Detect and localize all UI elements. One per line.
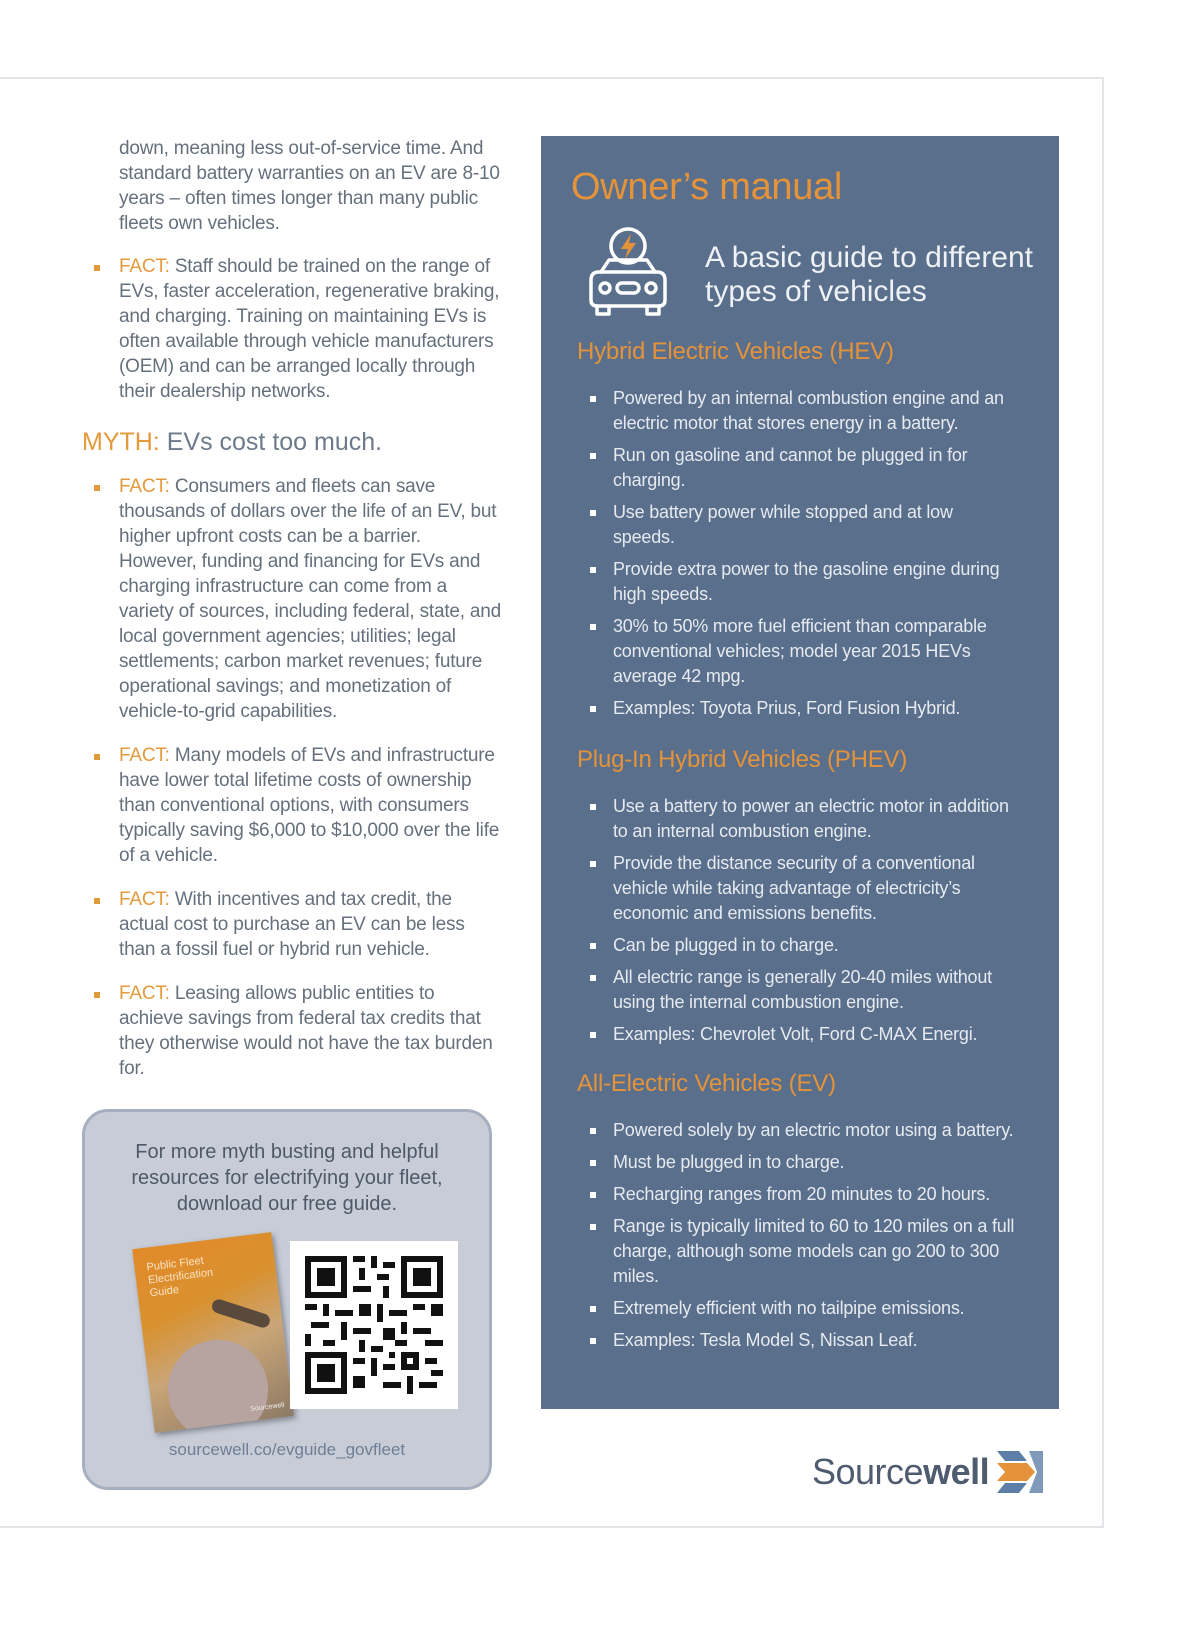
section-heading-phev: Plug-In Hybrid Vehicles (PHEV) [577,746,908,773]
list-item [577,794,1017,844]
bullet-icon [94,485,100,491]
list-item-text: Must be plugged in to charge. [613,1152,845,1172]
list-item [577,614,1017,689]
list-item-text: Use a battery to power an electric motor in addition to an internal combustion engine. [613,796,1009,841]
qr-code-icon [305,1256,443,1394]
list-item [577,1150,1017,1175]
list-item-text: 30% to 50% more fuel efficient than comparable conventional vehicles; model year 2015 HEVs average 42 mpg. [613,616,987,686]
list-item [577,1328,1017,1353]
list-item [577,1296,1017,1321]
sourcewell-logo [812,1450,1043,1494]
list-item [577,1022,1017,1047]
bullet-icon [590,1192,596,1198]
bullet-icon [590,804,596,810]
hev-list [577,386,1017,728]
fact-label: FACT: [119,256,170,277]
owners-manual-panel [541,136,1059,1409]
list-item [577,386,1017,436]
fact-item [82,887,502,962]
bullet-icon [590,861,596,867]
fact-list-top [82,254,502,404]
list-item-text: All electric range is generally 20-40 miles without using the internal combustion engine. [613,967,992,1012]
list-item-text: Examples: Chevrolet Volt, Ford C-MAX Energi. [613,1024,978,1044]
fact-text: Staff should be trained on the range of EVs, faster acceleration, regenerative braking, and charging. Training on maintaining EVs is often available through vehicle manufacturers (OEM) and can be arranged locally through their dealership networks. [119,256,500,402]
list-item [577,1214,1017,1289]
guide-link[interactable]: sourcewell.co/evguide_govfleet [168,1440,406,1459]
fact-item [82,254,502,404]
electric-car-icon [583,224,673,324]
section-heading-ev: All-Electric Vehicles (EV) [577,1070,836,1097]
ev-list [577,1118,1017,1360]
fact-item [82,474,502,724]
bullet-icon [590,1338,596,1344]
bullet-icon [590,1032,596,1038]
myth-label: MYTH: [82,428,160,456]
fact-text: Leasing allows public entities to achieve savings from federal tax credits that they otherwise would not have the tax burden for. [119,983,493,1079]
cover-graphic [162,1334,273,1433]
fact-text: Many models of EVs and infrastructure have lower total lifetime costs of ownership than conventional options, with consumers typically saving $6,000 to $10,000 over the life of a vehicle. [119,745,500,866]
bullet-icon [590,396,596,402]
list-item [577,500,1017,550]
list-item-text: Examples: Tesla Model S, Nissan Leaf. [613,1330,918,1350]
bullet-icon [590,567,596,573]
bullet-icon [590,1306,596,1312]
bullet-icon [590,510,596,516]
panel-title: Owner’s manual [571,166,843,208]
list-item [577,851,1017,926]
fact-label: FACT: [119,745,170,766]
myth-text: EVs cost too much. [166,428,383,456]
logo-wordmark [812,1451,989,1493]
bullet-icon [94,265,100,271]
list-item-text: Recharging ranges from 20 minutes to 20 hours. [613,1184,991,1204]
list-item [577,696,1017,721]
bullet-icon [590,1160,596,1166]
list-item [577,557,1017,607]
bullet-icon [590,624,596,630]
callout-text: For more myth busting and helpful resources for electrifying your fleet, download our free guide. [131,1141,443,1215]
fact-text: With incentives and tax credit, the actual cost to purchase an EV can be less than a fossil fuel or hybrid run vehicle. [119,889,465,960]
fact-label: FACT: [119,476,170,497]
list-item [577,443,1017,493]
fact-item [82,981,502,1081]
left-column [82,136,502,1100]
bullet-icon [590,1224,596,1230]
guide-callout-box [82,1109,492,1490]
phev-list [577,794,1017,1054]
section-heading-hev: Hybrid Electric Vehicles (HEV) [577,338,894,365]
bullet-icon [590,975,596,981]
fact-label: FACT: [119,983,170,1004]
intro-paragraph: down, meaning less out-of-service time. And standard battery warranties on an EV are 8-10 years – often times longer than many public fleets own vehicles. [119,138,500,234]
fact-list [82,474,502,1081]
guide-cover-image[interactable] [132,1232,294,1433]
list-item-text: Provide the distance security of a conventional vehicle while taking advantage of electricity’s economic and emissions benefits. [613,853,975,923]
list-item-text: Powered solely by an electric motor using a battery. [613,1120,1014,1140]
cover-title: Public Fleet Electrification Guide [145,1254,214,1300]
list-item-text: Can be plugged in to charge. [613,935,839,955]
logo-text-bold: well [923,1451,990,1492]
list-item-text: Extremely efficient with no tailpipe emissions. [613,1298,965,1318]
panel-subtitle: A basic guide to different types of vehicles [705,241,1034,308]
list-item-text: Use battery power while stopped and at low speeds. [613,502,953,547]
bullet-icon [590,1128,596,1134]
list-item [577,933,1017,958]
bullet-icon [590,943,596,949]
list-item-text: Provide extra power to the gasoline engine during high speeds. [613,559,1000,604]
bullet-icon [590,453,596,459]
myth-heading [82,426,502,458]
list-item-text: Run on gasoline and cannot be plugged in for charging. [613,445,968,490]
list-item-text: Range is typically limited to 60 to 120 miles on a full charge, although some models can go 200 to 300 miles. [613,1216,1015,1286]
bullet-icon [590,706,596,712]
cover-brand: Sourcewell [249,1401,285,1413]
logo-mark-icon [997,1451,1043,1493]
qr-code[interactable] [290,1241,458,1409]
bullet-icon [94,754,100,760]
bullet-icon [94,898,100,904]
cover-plug-graphic [210,1298,271,1330]
fact-item [82,743,502,868]
list-item [577,1118,1017,1143]
fact-text: Consumers and fleets can save thousands of dollars over the life of an EV, but higher upfront costs can be a barrier. However, funding and financing for EVs and charging infrastructure can come from a variety of sources, including federal, state, and local government agencies; utilities; legal settlements; carbon market revenues; future operational savings; and monetization of vehicle-to-grid capabilities. [119,476,502,722]
list-item [577,965,1017,1015]
fact-label: FACT: [119,889,170,910]
list-item-text: Examples: Toyota Prius, Ford Fusion Hybrid. [613,698,961,718]
list-item-text: Powered by an internal combustion engine and an electric motor that stores energy in a battery. [613,388,1004,433]
bullet-icon [94,992,100,998]
logo-text-light: Source [812,1451,924,1492]
list-item [577,1182,1017,1207]
